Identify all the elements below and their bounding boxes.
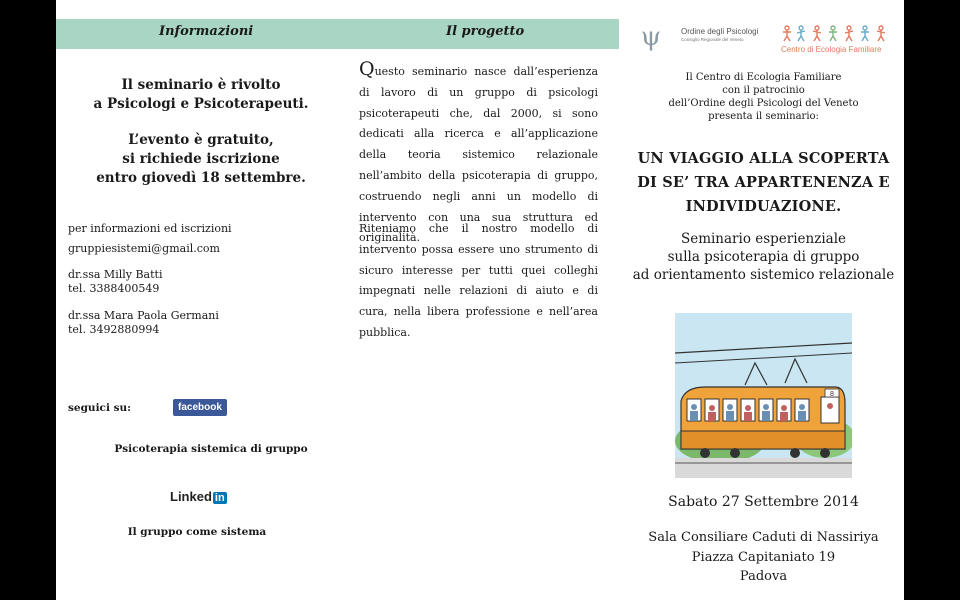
facebook-page-name[interactable]: Psicoterapia sistemica di gruppo [114,443,308,455]
email-link[interactable]: gruppiesistemi@gmail.com [68,242,220,255]
right-panel [631,0,896,600]
venue-line-3: Padova [739,569,788,584]
header-progetto: Il progetto [446,24,525,39]
intro-line-2: con il patrocinio [722,85,805,96]
free-line-2: si richiede iscrizione [122,151,280,167]
intro-line-3: dell’Ordine degli Psicologi del Veneto [668,98,859,109]
contact-2-name: dr.ssa Mara Paola Germani [68,309,219,322]
venue-info [631,528,896,587]
ordine-logo-name: Ordine degli Psicologi [681,27,759,36]
title-line-1: UN VIAGGIO ALLA SCOPERTA [637,150,890,167]
contact-2-phone: tel. 3492880994 [68,323,160,336]
intro-line-1: Il Centro di Ecologia Familiare [685,72,842,83]
facebook-logo[interactable]: facebook [173,399,227,416]
subtitle-line-3: ad orientamento sistemico relazionale [632,267,895,283]
info-label: per informazioni ed iscrizioni [68,222,232,235]
project-paragraph-1-text: uesto seminario nasce dall’esperienza di lavoro di un gruppo di psicologi psicoterapeuti che, dal 2000, si sono dedicati alla ricerca e all’applicazione della teoria sistemico relazionale nell’ambito della psicoterapia di gruppo, costruendo negli anni un modello di intervento con una sua struttura ed originalità. [359,65,598,245]
venue-line-2: Piazza Capitaniato 19 [691,549,836,565]
venue-line-1: Sala Consiliare Caduti di Nassiriya [648,530,879,545]
audience-line-2: a Psicologi e Psicoterapeuti. [93,96,309,112]
subtitle-line-2: sulla psicoterapia di gruppo [667,249,860,265]
audience-line-1: Il seminario è rivolto [121,77,281,93]
ordine-logo-sub: Consiglio Regionale del Veneto [681,37,744,42]
header-informazioni: Informazioni [159,24,254,39]
linkedin-in-box: in [214,492,225,504]
subtitle-line-1: Seminario esperienziale [680,231,847,247]
cef-logo-name: Centro di Ecologia Familiare [781,45,882,54]
intro-text [631,71,896,123]
seminar-title [631,147,896,219]
brochure-page [56,0,904,600]
seminar-subtitle [631,230,896,284]
free-event-text [56,131,346,188]
audience-text [56,76,346,114]
contact-1-name: dr.ssa Milly Batti [68,268,163,281]
tram-illustration [675,313,852,478]
contact-2 [68,309,219,337]
tram-number: 8 [830,391,834,398]
contact-1-phone: tel. 3388400549 [68,282,160,295]
left-panel [56,0,346,600]
free-line-1: L’evento è gratuito, [128,132,274,148]
follow-label: seguici su: [68,402,132,414]
psychology-logo-icon: ψ [640,22,662,52]
drop-cap: Q [359,58,375,80]
linkedin-logo[interactable] [170,486,227,505]
intro-line-4: presenta il seminario: [708,111,819,122]
family-figures-icon [781,24,889,42]
linkedin-wordmark: Linked [170,489,212,504]
linkedin-group-name[interactable]: Il gruppo come sistema [127,526,267,538]
contact-1 [68,268,162,296]
event-date: Sabato 27 Settembre 2014 [668,494,859,510]
title-line-2: DI SE’ TRA APPARTENENZA E [637,174,890,191]
title-line-3: INDIVIDUAZIONE. [685,198,842,215]
project-paragraph-2: Riteniamo che il nostro modello di intervento possa essere uno strumento di sicuro interesse per tutti quei colleghi impegnati nelle relazioni di aiuto e di cura, nella libera professione e nell’area pubblica. [359,222,598,339]
free-line-3: entro giovedì 18 settembre. [96,170,306,186]
